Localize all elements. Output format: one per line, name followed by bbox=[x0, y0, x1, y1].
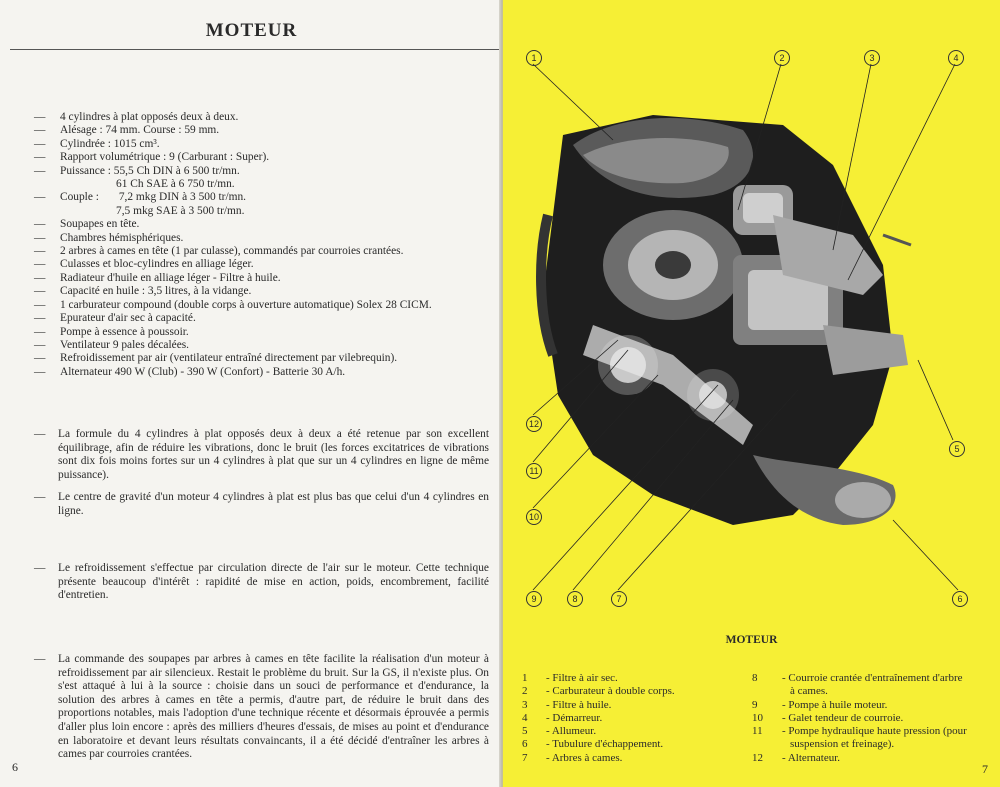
callout-7: 7 bbox=[611, 591, 627, 607]
callout-2: 2 bbox=[774, 50, 790, 66]
callout-leader-lines bbox=[503, 0, 1000, 787]
title-rule bbox=[10, 49, 500, 50]
spec-item: — Cylindrée : 1015 cm³. bbox=[34, 137, 160, 150]
paragraph: — Le refroidissement s'effectue par circulation directe de l'air sur le moteur. Cette technique présente beaucoup d'intérêt : rapidité de mise en action, poids, encombrement, facilité d'entretien. bbox=[34, 562, 489, 602]
legend-item: 6 - Tubulure d'échappement. bbox=[522, 738, 664, 751]
callout-12: 12 bbox=[526, 416, 542, 432]
spec-item-continued: 7,5 mkg SAE à 3 500 tr/mn. bbox=[116, 204, 245, 217]
callout-4: 4 bbox=[948, 50, 964, 66]
legend-item: 11 - Pompe hydraulique haute pression (pour bbox=[752, 725, 967, 738]
legend-item-continued: suspension et freinage). bbox=[790, 738, 895, 751]
legend-item: 2 - Carburateur à double corps. bbox=[522, 685, 675, 698]
paragraph: — Le centre de gravité d'un moteur 4 cylindres à plat est plus bas que celui d'un 4 cylindres en ligne. bbox=[34, 491, 489, 517]
legend-list-right bbox=[752, 672, 967, 765]
callout-6: 6 bbox=[952, 591, 968, 607]
spec-item: — Soupapes en tête. bbox=[34, 218, 140, 231]
spec-list bbox=[34, 111, 432, 379]
callout-3: 3 bbox=[864, 50, 880, 66]
legend-item: 8 - Courroie crantée d'entraînement d'arbre bbox=[752, 672, 963, 684]
page-number-right: 7 bbox=[982, 762, 988, 776]
spec-item: — 1 carburateur compound (double corps à ouverture automatique) Solex 28 CICM. bbox=[34, 298, 432, 311]
legend-item-continued: à cames. bbox=[790, 685, 828, 698]
page-title: MOTEUR bbox=[205, 20, 298, 41]
callout-11: 11 bbox=[526, 463, 542, 479]
paragraph: — La commande des soupapes par arbres à cames en tête facilite la réalisation d'un moteur à refroidissement par air silencieux. Restait le problème du bruit. Sur la GS, il n'existe plus. On s'est attaqué à lui à la source : choisie dans un souci de performance et d'endurance, la solution des arbres à cames en tête a permis, d'autre part, de réduire le bruit dans des proportions notables, mais l'adoption d'une technique récente et désormais éprouvée a permis d'aller plus loin encore : après des milliers d'heures d'essais, de mises au point et d'endurance en laboratoire et devant leurs résultats convaincants, il a été décidé d'entraîner les arbres à cames par courroies crantées. bbox=[34, 653, 489, 761]
legend-item: 7 - Arbres à cames. bbox=[522, 751, 623, 764]
legend-item: 12 - Alternateur. bbox=[752, 751, 841, 764]
legend-list-left bbox=[522, 672, 675, 765]
legend-item: 10 - Galet tendeur de courroie. bbox=[752, 711, 904, 724]
paragraph-group-valves bbox=[34, 653, 489, 771]
spec-item: — 4 cylindres à plat opposés deux à deux. bbox=[34, 111, 239, 123]
callout-10: 10 bbox=[526, 509, 542, 525]
legend-item: 5 - Allumeur. bbox=[522, 725, 597, 738]
paragraph: — La formule du 4 cylindres à plat opposés deux à deux a été retenue par son excellent équilibrage, afin de réduire les vibrations, donc le bruit (les forces excitatrices de vibrations sont dix fois moins fortes sur un 4 cylindres à plat que sur un 4 cylindres en ligne de même puissance). bbox=[34, 428, 489, 481]
spec-item: — Chambres hémisphériques. bbox=[34, 231, 184, 244]
legend-title: MOTEUR bbox=[725, 634, 778, 646]
spec-item: — Puissance : 55,5 Ch DIN à 6 500 tr/mn. bbox=[34, 164, 240, 177]
spec-item: — 2 arbres à cames en tête (1 par culasse), commandés par courroies crantées. bbox=[34, 245, 404, 258]
paragraph-group-cooling bbox=[34, 562, 489, 612]
spec-item: — Culasses et bloc-cylindres en alliage léger. bbox=[34, 258, 254, 271]
legend-item: 9 - Pompe à huile moteur. bbox=[752, 698, 888, 711]
legend-item: 1 - Filtre à air sec. bbox=[522, 672, 618, 684]
legend-item: 3 - Filtre à huile. bbox=[522, 698, 612, 711]
spec-item: — Alésage : 74 mm. Course : 59 mm. bbox=[34, 124, 220, 137]
callout-8: 8 bbox=[567, 591, 583, 607]
spec-item: — Rapport volumétrique : 9 (Carburant : Super). bbox=[34, 151, 270, 164]
spec-item: — Refroidissement par air (ventilateur entraîné directement par vilebrequin). bbox=[34, 352, 398, 365]
spec-item: — Alternateur 490 W (Club) - 390 W (Confort) - Batterie 30 A/h. bbox=[34, 365, 346, 378]
page-number-left: 6 bbox=[12, 760, 18, 774]
legend-item: 4 - Démarreur. bbox=[522, 711, 603, 724]
spec-item-continued: 61 Ch SAE à 6 750 tr/mn. bbox=[116, 178, 235, 191]
spec-item: — Pompe à essence à poussoir. bbox=[34, 325, 189, 338]
callout-1: 1 bbox=[526, 50, 542, 66]
paragraph-group-balance bbox=[34, 428, 489, 528]
callout-5: 5 bbox=[949, 441, 965, 457]
callout-9: 9 bbox=[526, 591, 542, 607]
spec-item: — Capacité en huile : 3,5 litres, à la vidange. bbox=[34, 285, 252, 298]
spec-item: — Ventilateur 9 pales décalées. bbox=[34, 338, 190, 351]
spec-item: — Epurateur d'air sec à capacité. bbox=[34, 312, 196, 325]
spec-item: — Radiateur d'huile en alliage léger - Filtre à huile. bbox=[34, 271, 281, 284]
spec-item: — Couple : 7,2 mkg DIN à 3 500 tr/mn. bbox=[34, 191, 247, 204]
